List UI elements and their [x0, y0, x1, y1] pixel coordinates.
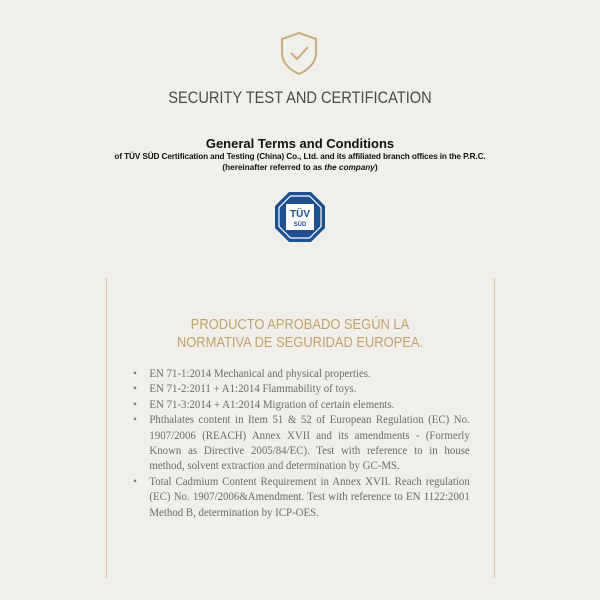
list-item: • Phthalates content in Item 51 & 52 of European Regulation (EC) No. 1907/2006 (REACH) Annex XVII and its amendments - (Formerly Known as Directive 2005/84/EC). Test with reference to in house method, solvent extraction and determination by GC-MS.	[115, 412, 470, 474]
page-title: SECURITY TEST AND CERTIFICATION	[168, 88, 432, 107]
tuv-logo-top-text: TÜV	[290, 209, 310, 220]
approval-heading-line1: PRODUCTO APROBADO SEGÚN LA	[190, 316, 410, 333]
certification-list	[115, 366, 470, 520]
list-item: • EN 71-3:2014 + A1:2014 Migration of certain elements.	[115, 397, 470, 412]
terms-subtitle: of TÜV SÜD Certification and Testing (China) Co., Ltd. and its affiliated branch offices in the P.R.C.	[114, 152, 486, 161]
terms-title: General Terms and Conditions	[205, 136, 395, 151]
tuv-sud-logo	[273, 190, 327, 244]
list-item: • EN 71-2:2011 + A1:2014 Flammability of toys.	[115, 381, 470, 396]
approval-heading-line2: NORMATIVA DE SEGURIDAD EUROPEA.	[176, 334, 424, 351]
terms-note-emphasis: the company	[324, 163, 375, 172]
tuv-logo-bottom-text: SÜD	[293, 222, 307, 228]
list-item: • EN 71-1:2014 Mechanical and physical properties.	[115, 366, 470, 381]
shield-check-icon	[275, 29, 323, 77]
approval-heading	[42, 316, 558, 352]
list-item: • Total Cadmium Content Requirement in Annex XVII. Reach regulation (EC) No. 1907/2006&Amendment. Test with reference to EN 1122:2001 Method B, determination by ICP-OES.	[115, 474, 470, 520]
terms-note	[0, 163, 600, 172]
terms-note-prefix: (hereinafter referred to as	[222, 163, 325, 172]
terms-note-suffix: )	[374, 163, 378, 172]
